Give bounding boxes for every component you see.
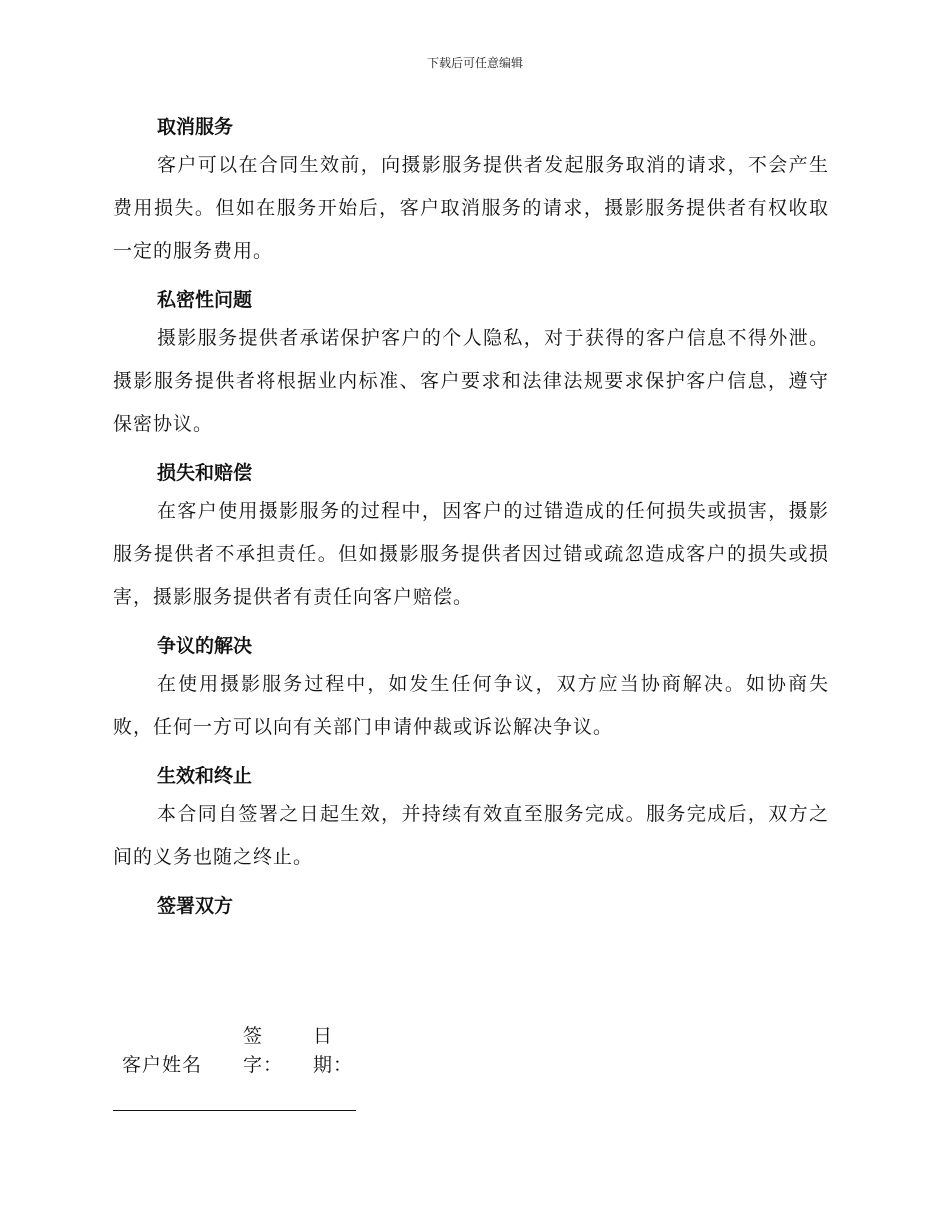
section-signatories xyxy=(113,889,829,923)
section-effect xyxy=(113,759,829,879)
section-loss xyxy=(113,456,829,619)
page-header: 下载后可任意编辑 xyxy=(426,56,523,70)
date-label: 日期： xyxy=(313,1025,354,1076)
section-paragraph: 在客户使用摄影服务的过程中，因客户的过错造成的任何损失或损害，摄影服务提供者不承担责任。但如摄影服务提供者因过错或疏忽造成客户的损失或损害，摄影服务提供者有责任向客户赔偿。 xyxy=(113,500,829,608)
section-heading: 损失和赔偿 xyxy=(157,462,253,484)
customer-name-label: 客户姓名 xyxy=(122,1054,203,1076)
section-heading: 签署双方 xyxy=(157,895,234,917)
signature-label: 签字： xyxy=(243,1025,284,1076)
section-paragraph: 在使用摄影服务过程中，如发生任何争议，双方应当协商解决。如协商失败，任何一方可以向有关部门申请仲裁或诉讼解决争议。 xyxy=(113,673,829,738)
section-heading: 取消服务 xyxy=(157,116,234,138)
section-paragraph: 摄影服务提供者承诺保护客户的个人隐私，对于获得的客户信息不得外泄。摄影服务提供者将根据业内标准、客户要求和法律法规要求保护客户信息，遵守保密协议。 xyxy=(113,327,829,435)
section-heading: 生效和终止 xyxy=(157,765,253,787)
section-dispute xyxy=(113,629,829,749)
section-paragraph: 本合同自签署之日起生效，并持续有效直至服务完成。服务完成后，双方之间的义务也随之终止。 xyxy=(113,803,829,868)
section-heading: 争议的解决 xyxy=(157,635,253,657)
section-paragraph: 客户可以在合同生效前，向摄影服务提供者发起服务取消的请求，不会产生费用损失。但如在服务开始后，客户取消服务的请求，摄影服务提供者有权收取一定的服务费用。 xyxy=(113,154,829,262)
section-privacy xyxy=(113,283,829,446)
section-heading: 私密性问题 xyxy=(157,289,253,311)
signature-table xyxy=(113,1020,356,1111)
section-cancel xyxy=(113,110,829,273)
document-body xyxy=(113,110,829,923)
